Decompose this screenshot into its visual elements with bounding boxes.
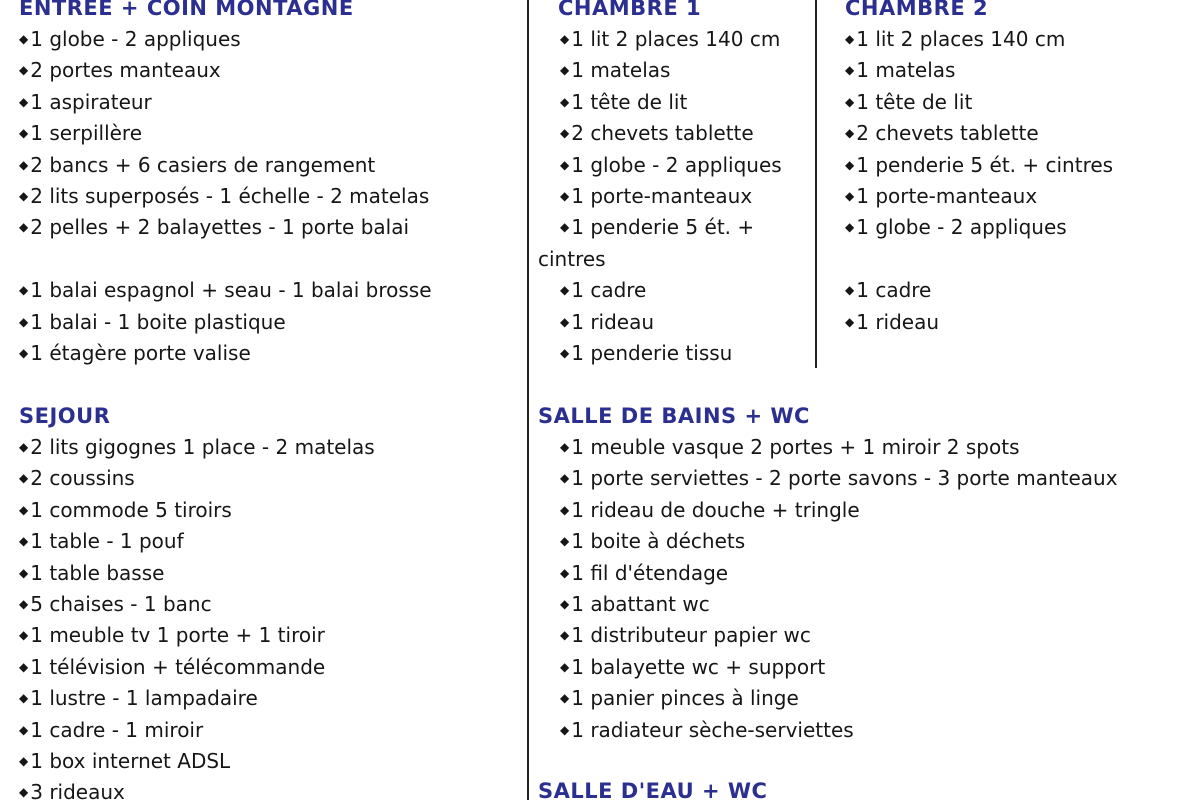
diamond-bullet-icon: ◆ [19, 565, 29, 580]
diamond-bullet-icon: ◆ [845, 94, 855, 109]
diamond-bullet-icon: ◆ [560, 314, 570, 329]
section-chambre-1 [538, 0, 810, 369]
list-item: ◆ 1 serpillère [19, 118, 432, 149]
list-item: ◆ 1 distributeur papier wc [560, 620, 1118, 651]
diamond-bullet-icon: ◆ [560, 63, 570, 78]
diamond-bullet-icon: ◆ [19, 596, 29, 611]
list-item: ◆ 1 rideau de douche + tringle [560, 495, 1118, 526]
diamond-bullet-icon: ◆ [19, 534, 29, 549]
list-item: ◆ 2 chevets tablette [845, 118, 1113, 149]
diamond-bullet-icon: ◆ [19, 691, 29, 706]
list-item: ◆ 1 boite à déchets [560, 526, 1118, 557]
list-item: ◆ 1 rideau [845, 307, 1113, 338]
list-item: ◆ 2 coussins [19, 463, 375, 494]
list-item: ◆ 1 table - 1 pouf [19, 526, 375, 557]
entree-list [19, 24, 432, 369]
diamond-bullet-icon: ◆ [845, 157, 855, 172]
list-item: ◆ 1 lit 2 places 140 cm [560, 24, 810, 55]
column-divider-chambres [815, 0, 817, 368]
list-item: ◆ 1 lustre - 1 lampadaire [19, 683, 375, 714]
diamond-bullet-icon: ◆ [19, 220, 29, 235]
diamond-bullet-icon: ◆ [19, 440, 29, 454]
list-spacer [19, 244, 432, 275]
list-item: ◆ 1 balai espagnol + seau - 1 balai brosse [19, 275, 432, 306]
section-title-chambre-2: CHAMBRE 2 [845, 0, 989, 20]
diamond-bullet-icon: ◆ [845, 220, 855, 235]
diamond-bullet-icon: ◆ [560, 502, 570, 517]
diamond-bullet-icon: ◆ [560, 471, 570, 486]
list-item-wrapped: ◆ 1 penderie 5 ét. + [560, 212, 810, 243]
section-salle-de-bains [538, 403, 1118, 746]
list-item: ◆ 1 panier pinces à linge [560, 683, 1118, 714]
section-entree [19, 0, 432, 369]
diamond-bullet-icon: ◆ [19, 753, 29, 768]
diamond-bullet-icon: ◆ [560, 659, 570, 674]
diamond-bullet-icon: ◆ [845, 126, 855, 141]
list-item: ◆ 1 meuble vasque 2 portes + 1 miroir 2 spots [560, 432, 1118, 463]
list-item: ◆ 1 abattant wc [560, 589, 1118, 620]
diamond-bullet-icon: ◆ [19, 502, 29, 517]
list-item: ◆ 1 étagère porte valise [19, 338, 432, 369]
list-item: ◆ 1 rideau [560, 307, 810, 338]
list-item: ◆ 1 tête de lit [560, 87, 810, 118]
diamond-bullet-icon: ◆ [19, 471, 29, 486]
list-item: ◆ 1 aspirateur [19, 87, 432, 118]
list-item-continuation: cintres [538, 246, 606, 271]
diamond-bullet-icon: ◆ [845, 283, 855, 298]
diamond-bullet-icon: ◆ [19, 126, 29, 141]
section-title-salle-de-bains: SALLE DE BAINS + WC [538, 404, 810, 428]
diamond-bullet-icon: ◆ [19, 628, 29, 643]
list-item: ◆ 2 bancs + 6 casiers de rangement [19, 150, 432, 181]
diamond-bullet-icon: ◆ [560, 596, 570, 611]
diamond-bullet-icon: ◆ [560, 94, 570, 109]
list-item: ◆ 1 globe - 2 appliques [19, 24, 432, 55]
list-item: ◆ 1 cadre [560, 275, 810, 306]
diamond-bullet-icon: ◆ [19, 659, 29, 674]
diamond-bullet-icon: ◆ [19, 63, 29, 78]
section-chambre-2 [845, 0, 1113, 338]
list-item: ◆ 1 meuble tv 1 porte + 1 tiroir [19, 620, 375, 651]
list-item: ◆ 1 cadre - 1 miroir [19, 715, 375, 746]
chambre-2-list [845, 24, 1113, 338]
chambre-1-list [538, 24, 810, 369]
diamond-bullet-icon: ◆ [845, 188, 855, 203]
list-item: ◆ 1 cadre [845, 275, 1113, 306]
diamond-bullet-icon: ◆ [560, 32, 570, 46]
list-item: ◆ 1 table basse [19, 558, 375, 589]
list-item: ◆ 1 porte serviettes - 2 porte savons - 3 porte manteaux [560, 463, 1118, 494]
list-item: ◆ 1 globe - 2 appliques [560, 150, 810, 181]
diamond-bullet-icon: ◆ [560, 565, 570, 580]
list-item: ◆ 2 chevets tablette [560, 118, 810, 149]
list-item: ◆ 2 pelles + 2 balayettes - 1 porte balai [19, 212, 432, 243]
list-item: ◆ 1 radiateur sèche-serviettes [560, 715, 1118, 746]
diamond-bullet-icon: ◆ [560, 722, 570, 737]
list-item: ◆ 1 penderie tissu [560, 338, 810, 369]
section-sejour [19, 403, 375, 809]
diamond-bullet-icon: ◆ [560, 534, 570, 549]
list-item: ◆ 1 tête de lit [845, 87, 1113, 118]
diamond-bullet-icon: ◆ [19, 157, 29, 172]
list-item: ◆ 1 balai - 1 boite plastique [19, 307, 432, 338]
salle-de-bains-list [538, 432, 1118, 746]
section-title-entree: ENTREE + COIN MONTAGNE [19, 0, 354, 20]
list-item: ◆ 5 chaises - 1 banc [19, 589, 375, 620]
diamond-bullet-icon: ◆ [845, 314, 855, 329]
list-item: ◆ 1 balayette wc + support [560, 652, 1118, 683]
list-item: ◆ 3 rideaux [19, 777, 375, 808]
diamond-bullet-icon: ◆ [19, 722, 29, 737]
list-item: ◆ 1 porte-manteaux [845, 181, 1113, 212]
section-title-chambre-1: CHAMBRE 1 [558, 0, 702, 20]
list-item: ◆ 1 globe - 2 appliques [845, 212, 1113, 243]
list-spacer [845, 244, 1113, 275]
section-salle-eau [538, 778, 767, 804]
diamond-bullet-icon: ◆ [560, 691, 570, 706]
diamond-bullet-icon: ◆ [560, 126, 570, 141]
diamond-bullet-icon: ◆ [845, 32, 855, 46]
diamond-bullet-icon: ◆ [19, 94, 29, 109]
section-title-sejour: SEJOUR [19, 404, 111, 428]
diamond-bullet-icon: ◆ [560, 440, 570, 454]
sejour-list [19, 432, 375, 809]
diamond-bullet-icon: ◆ [560, 345, 570, 360]
list-item: ◆ 1 fil d'étendage [560, 558, 1118, 589]
list-item: ◆ 1 lit 2 places 140 cm [845, 24, 1113, 55]
diamond-bullet-icon: ◆ [560, 283, 570, 298]
list-item: ◆ 1 box internet ADSL [19, 746, 375, 777]
diamond-bullet-icon: ◆ [845, 63, 855, 78]
list-item: ◆ 1 porte-manteaux [560, 181, 810, 212]
list-item: ◆ 1 matelas [560, 55, 810, 86]
diamond-bullet-icon: ◆ [19, 32, 29, 46]
diamond-bullet-icon: ◆ [560, 157, 570, 172]
column-divider-main [527, 0, 529, 800]
list-item: ◆ 1 télévision + télécommande [19, 652, 375, 683]
diamond-bullet-icon: ◆ [19, 314, 29, 329]
diamond-bullet-icon: ◆ [19, 188, 29, 203]
list-item: ◆ 2 lits superposés - 1 échelle - 2 matelas [19, 181, 432, 212]
diamond-bullet-icon: ◆ [560, 188, 570, 203]
list-item: ◆ 2 lits gigognes 1 place - 2 matelas [19, 432, 375, 463]
diamond-bullet-icon: ◆ [560, 220, 570, 235]
list-item: ◆ 2 portes manteaux [19, 55, 432, 86]
diamond-bullet-icon: ◆ [560, 628, 570, 643]
diamond-bullet-icon: ◆ [19, 283, 29, 298]
diamond-bullet-icon: ◆ [19, 785, 29, 800]
section-title-salle-eau: SALLE D'EAU + WC [538, 779, 768, 803]
list-item: ◆ 1 commode 5 tiroirs [19, 495, 375, 526]
list-item: ◆ 1 penderie 5 ét. + cintres [845, 150, 1113, 181]
diamond-bullet-icon: ◆ [19, 345, 29, 360]
list-item: ◆ 1 matelas [845, 55, 1113, 86]
